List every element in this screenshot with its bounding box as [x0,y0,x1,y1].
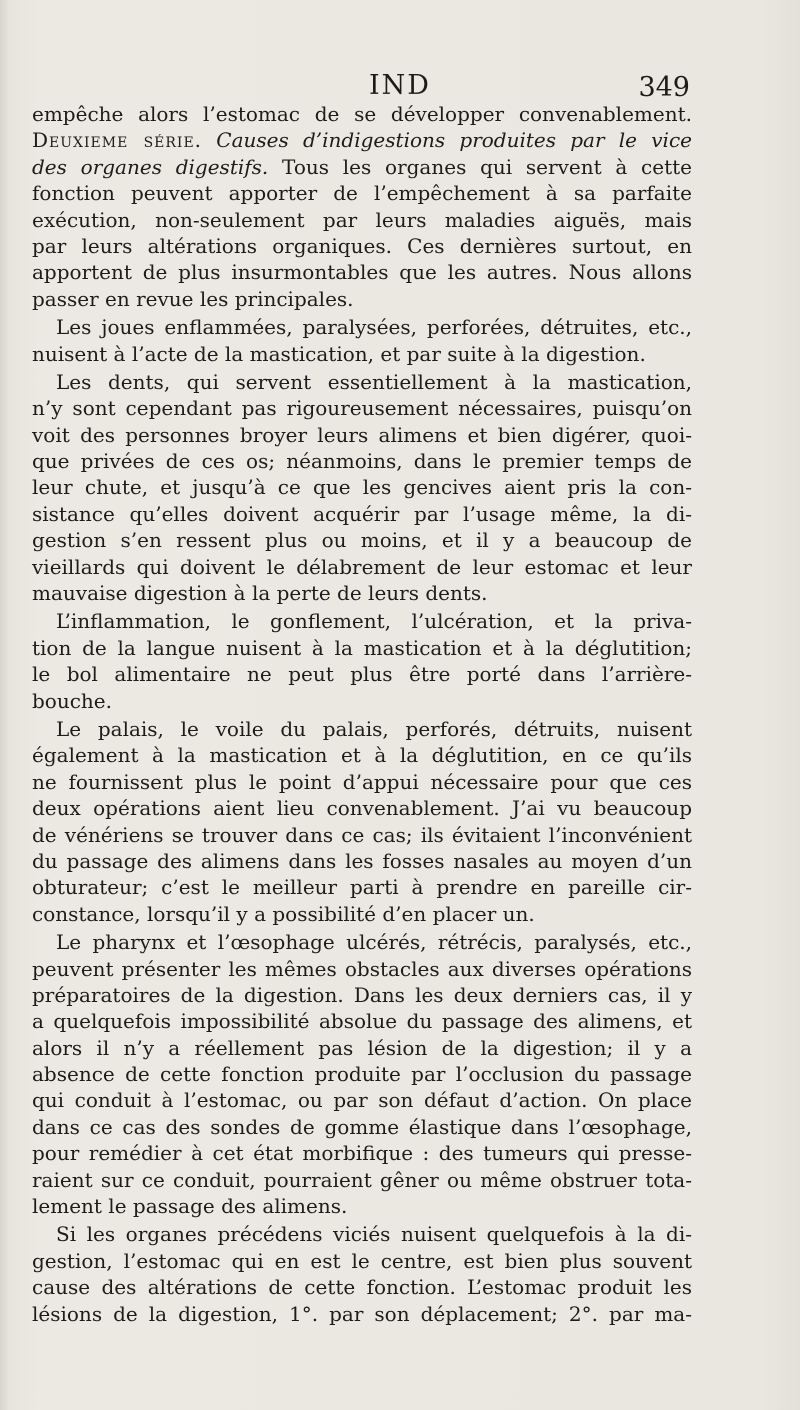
text-line: ne fournissent plus le point d’appui nécessaire pour que ces [32,769,692,794]
text-line: voit des personnes broyer leurs alimens et bien digérer, quoi- [32,422,692,447]
text-line: Le palais, le voile du palais, perforés, détruits, nuisent [56,716,692,741]
text-line [32,154,692,180]
page-number: 349 [638,72,690,103]
text-line: que privées de ces os; néanmoins, dans le premier temps de [32,449,692,474]
text-line: constance, lorsqu’il y a possibilité d’en placer un. [32,901,535,926]
text-line: tion de la langue nuisent à la mastication et à la déglutition; [32,635,692,660]
text-line [32,127,692,153]
text-line: a quelquefois impossibilité absolue du passage des alimens, et [32,1009,692,1034]
text-line: cause des altérations de cette fonction. L’estomac produit les [32,1275,692,1300]
text-fragment: Tous les organes qui servent à cette [282,154,693,179]
running-head: IND [369,70,431,101]
text-line: pour remédier à cet état morbifique : des tumeurs qui presse- [32,1141,692,1166]
text-line: du passage des alimens dans les fosses nasales au moyen d’un [32,848,692,873]
text-line: lement le passage des alimens. [32,1194,348,1219]
section-label: Deuxieme série. [32,128,203,153]
text-line: L’inflammation, le gonflement, l’ulcération, et la priva- [56,609,692,634]
body-text [32,101,692,1327]
text-line: vieillards qui doivent le délabrement de leur estomac et leur [32,554,692,579]
text-line: le bol alimentaire ne peut plus être porté dans l’arrière- [32,662,692,687]
text-line: de vénériens se trouver dans ce cas; ils évitaient l’inconvénient [32,822,692,847]
text-line: Les joues enflammées, paralysées, perforées, détruites, etc., [56,315,692,340]
text-line: nuisent à l’acte de la mastication, et par suite à la digestion. [32,341,646,366]
text-line: Le pharynx et l’œsophage ulcérés, rétrécis, paralysés, etc., [56,930,692,955]
text-line: dans ce cas des sondes de gomme élastique dans l’œsophage, [32,1114,692,1139]
text-line: obturateur; c’est le meilleur parti à prendre en pareille cir- [32,875,692,900]
text-line: bouche. [32,688,112,713]
text-line: apportent de plus insurmontables que les autres. Nous allons [32,260,692,285]
text-line: alors il n’y a réellement pas lésion de la digestion; il y a [32,1035,692,1060]
text-line: fonction peuvent apporter de l’empêchement à sa parfaite [32,181,692,206]
text-line: peuvent présenter les mêmes obstacles aux diverses opérations [32,956,692,981]
text-line: leur chute, et jusqu’à ce que les gencives aient pris la con- [32,475,692,500]
text-line: qui conduit à l’estomac, ou par son défaut d’action. On place [32,1088,692,1113]
text-line: gestion s’en ressent plus ou moins, et il y a beaucoup de [32,528,692,553]
section-title-cont: des organes digestifs. [32,154,269,179]
text-line: raient sur ce conduit, pourraient gêner ou même obstruer tota- [32,1167,692,1192]
text-line: gestion, l’estomac qui en est le centre, est bien plus souvent [32,1248,692,1273]
section-title: Causes d’indigestions produites par le vice [216,128,692,153]
text-line: par leurs altérations organiques. Ces dernières surtout, en [32,233,692,258]
text-line: deux opérations aient lieu convenablement. J’ai vu beaucoup [32,796,692,821]
text-line: Si les organes précédens viciés nuisent quelquefois à la di- [56,1222,692,1247]
text-line: également à la mastication et à la déglutition, en ce qu’ils [32,743,692,768]
text-line: absence de cette fonction produite par l’occlusion du passage [32,1062,692,1087]
text-line: préparatoires de la digestion. Dans les deux derniers cas, il y [32,982,692,1007]
text-line: mauvaise digestion à la perte de leurs dents. [32,581,488,606]
text-line: n’y sont cependant pas rigoureusement nécessaires, puisqu’on [32,396,692,421]
text-line: empêche alors l’estomac de se développer convenablement. [32,102,692,126]
text-line: Les dents, qui servent essentiellement à la mastication, [56,369,692,394]
text-line: sistance qu’elles doivent acquérir par l’usage même, la di- [32,501,692,526]
text-line: lésions de la digestion, 1°. par son déplacement; 2°. par ma- [32,1301,692,1326]
text-line: passer en revue les principales. [32,286,354,311]
text-line: exécution, non-seulement par leurs maladies aiguës, mais [32,207,692,232]
